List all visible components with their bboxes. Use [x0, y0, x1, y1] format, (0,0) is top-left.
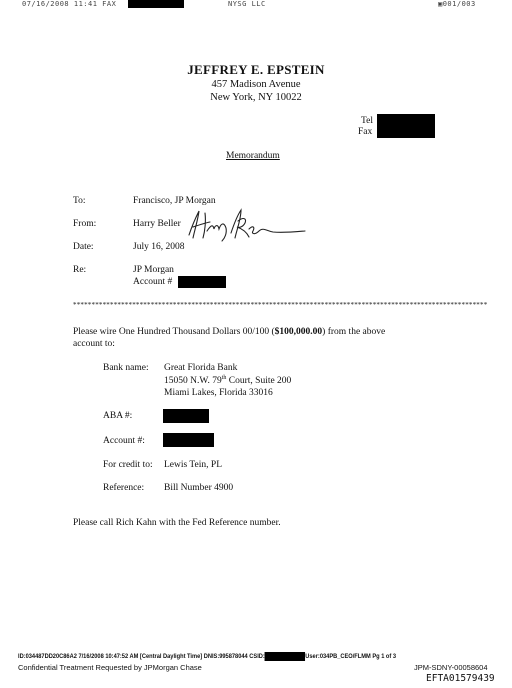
bank-name-label: Bank name: — [103, 363, 149, 373]
efta-number: EFTA01579439 — [426, 673, 495, 684]
instruction-text-post: ) from the above — [322, 327, 386, 337]
from-value: Harry Beller — [133, 219, 181, 229]
transmission-id-pre: ID:034487DD20C86A2 7/16/2008 10:47:52 AM [Central Daylight Time] DNIS:995878044 CSID: — [18, 653, 265, 661]
credit-to-label: For credit to: — [103, 460, 153, 470]
redaction-csid — [265, 652, 305, 661]
wire-instruction-line-2: account to: — [73, 339, 115, 349]
redaction-fax-number — [128, 0, 184, 8]
tel-label: Tel — [361, 116, 373, 126]
bank-street-post: Court, Suite 200 — [226, 376, 292, 387]
fax-page-icon: ▣ — [438, 0, 443, 8]
wire-instruction-line-1 — [73, 327, 385, 337]
redaction-account — [163, 433, 214, 447]
signature-icon — [183, 205, 308, 243]
bank-street-sup: th — [221, 375, 227, 381]
fax-label: Fax — [358, 127, 373, 137]
instruction-text-pre: Please wire One Hundred Thousand Dollars 00/100 ( — [73, 327, 275, 337]
date-label: Date: — [73, 242, 94, 252]
account-label: Account #: — [103, 436, 145, 446]
reference-label: Reference: — [103, 483, 145, 493]
wire-amount: $100,000.00 — [274, 327, 323, 337]
closing-line: Please call Rich Kahn with the Fed Reference number. — [73, 518, 281, 528]
to-value: Francisco, JP Morgan — [133, 196, 216, 206]
bank-street — [164, 375, 291, 386]
bank-name-value: Great Florida Bank — [164, 363, 238, 373]
from-label: From: — [73, 219, 97, 229]
credit-to-value: Lewis Tein, PL — [164, 460, 223, 470]
bates-number: JPM-SDNY-00058604 — [414, 663, 488, 672]
aba-label: ABA #: — [103, 411, 133, 421]
transmission-id-post: User:034PB_CEO/FLMM Pg 1 of 3 — [305, 653, 397, 661]
letterhead-name: JEFFREY E. EPSTEIN — [187, 62, 325, 77]
re-value-1: JP Morgan — [133, 265, 174, 275]
to-label: To: — [73, 196, 86, 206]
memorandum-title: Memorandum — [226, 151, 280, 161]
bank-city: Miami Lakes, Florida 33016 — [164, 388, 273, 398]
fax-page-text: 001/003 — [442, 0, 476, 8]
re-value-2: Account # — [133, 277, 173, 287]
date-value: July 16, 2008 — [133, 242, 185, 252]
reference-value: Bill Number 4900 — [164, 483, 234, 493]
transmission-id-line — [18, 652, 396, 661]
redaction-aba — [163, 409, 209, 423]
redaction-phone-fax — [377, 114, 435, 138]
letterhead-address-2: New York, NY 10022 — [210, 92, 302, 103]
fax-page-number — [438, 0, 476, 8]
bank-street-pre: 15050 N.W. 79 — [164, 376, 222, 387]
fax-sender: NYSG LLC — [228, 0, 266, 8]
re-label: Re: — [73, 265, 87, 275]
confidential-notice: Confidential Treatment Requested by JPMorgan Chase — [18, 663, 202, 672]
asterisk-divider: **************************************************************************************************************** — [73, 301, 488, 309]
redaction-jpm-account — [178, 276, 226, 288]
letterhead-address-1: 457 Madison Avenue — [211, 79, 301, 90]
fax-datetime: 07/16/2008 11:41 FAX — [22, 0, 117, 8]
